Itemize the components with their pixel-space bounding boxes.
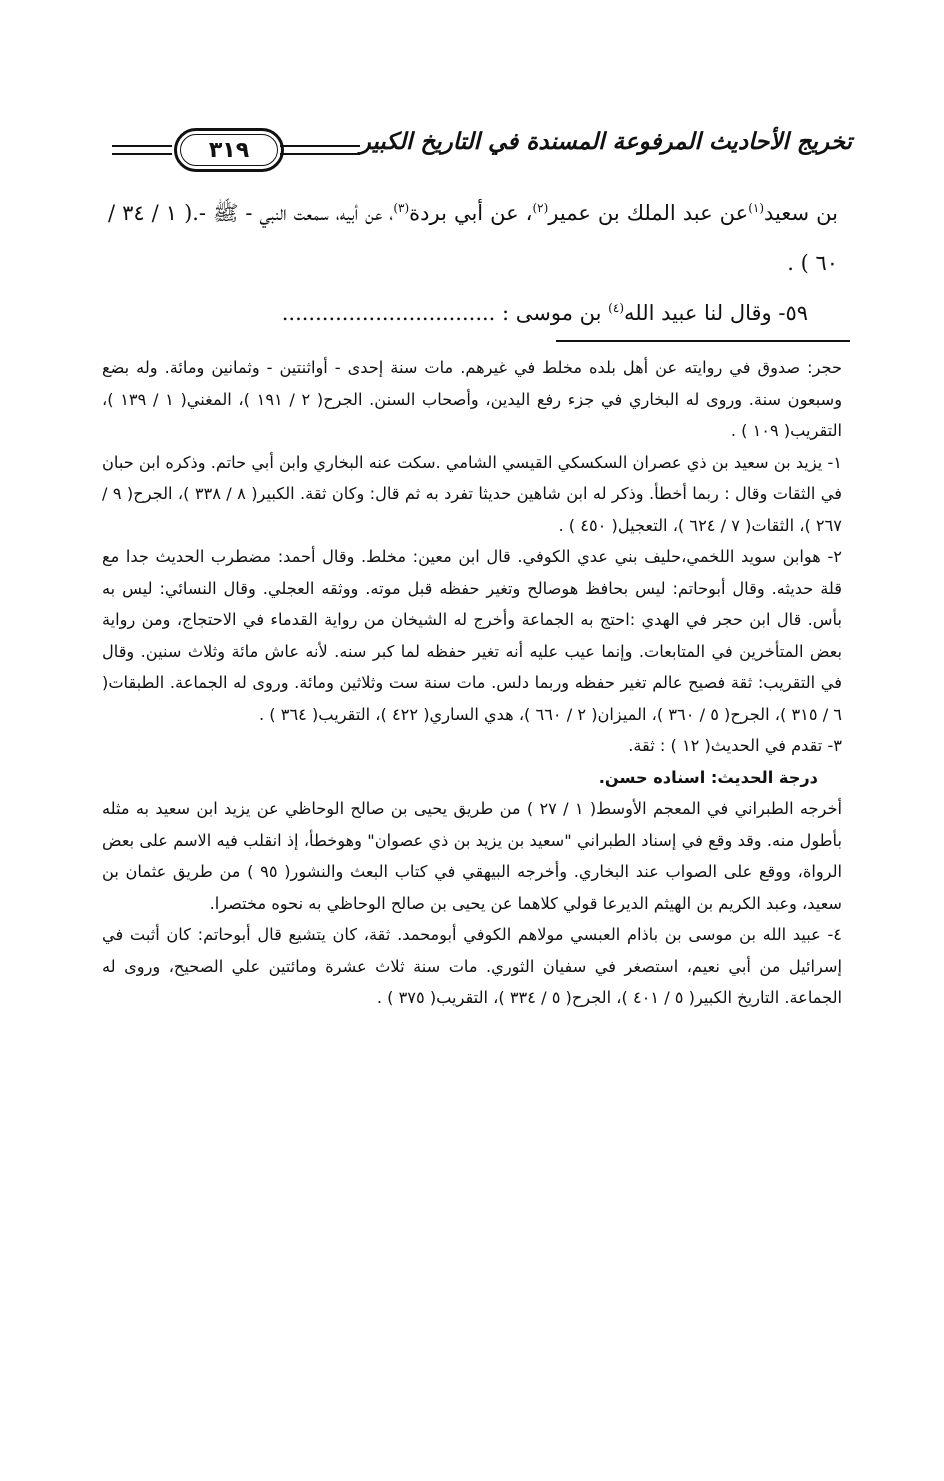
footnote-ref-2: (٢) (532, 201, 549, 215)
header-rule-left (112, 145, 172, 155)
hadith-chain (108, 188, 838, 288)
footnote-separator (556, 340, 850, 342)
header-rule-right (280, 145, 360, 155)
main-text (108, 188, 838, 338)
chain-part-3: ، عن أبي بردة (409, 201, 533, 225)
footnotes (102, 352, 842, 1014)
hadith-59-end: بن موسى : (502, 301, 609, 325)
footnote-ref-1: (١) (748, 201, 765, 215)
running-title: تخريج الأحاديث المرفوعة المسندة في التاريخ الكبير (359, 128, 852, 155)
footnote-continuation: حجر: صدوق في روايته عن أهل بلده مخلط في غيرهم. مات سنة إحدى - أواثنتين - وثمانين ومائة. وله بضع وسبعون سنة. وروى له البخاري في جزء رفع اليدين، وأصحاب السنن. الجرح( ٢ / ١٩١ )، المغني( ١ / ١٣٩ )، التقريب( ١٠٩ ) . (102, 358, 843, 440)
takhrij-paragraph: أخرجه الطبراني في المعجم الأوسط( ١ / ٢٧ ) من طريق يحيى بن صالح الوحاظي عن يزيد ابن سعيد به مثله بأطول منه. وقد وقع في إسناد الطبراني "سعيد بن يزيد بن ذي عصوان" وهوخطأ، إذ انقلب فيه الاسم على بعض الرواة، ووقع على الصواب عند البخاري. وأخرجه البيهقي في كتاب البعث والنشور( ٩٥ ) من طريق عثمان بن سعيد، وعبد الكريم بن الهيثم الديرعا قولي كلاهما عن يحيى بن صالح الوحاظي به نحوه مختصرا. (102, 799, 842, 913)
footnote-1: ١- يزيد بن سعيد بن ذي عصران السكسكي القيسي الشامي .سكت عنه البخاري وابن أبي حاتم. وذكره ابن حبان في الثقات وقال : ربما أخطأ. وذكر له ابن شاهين حديثا تفرد به ثم قال: وكان ثقة. الكبير( ٨ / ٣٣٨ )، الجرح( ٩ / ٢٦٧ )، الثقات( ٧ / ٦٢٤ )، التعجيل( ٤٥٠ ) . (102, 452, 842, 535)
hadith-59 (108, 288, 838, 338)
footnote-ref-3: (٣) (393, 201, 410, 215)
page-number: ٣١٩ (208, 137, 250, 163)
page-number-frame (174, 128, 284, 172)
footnote-2: ٢- هوابن سويد اللخمي،حليف بني عدي الكوفي. قال ابن معين: مخلط. وقال أحمد: مضطرب الحديث جدا مع قلة حديثه. وقال أبوحاتم: ليس بحافظ هوصالح وتغير حفظه قبل موته. ووثقه العجلي. وقال النسائي: ليس به بأس. قال ابن حجر في الهدي :احتج به الجماعة وأخرج له الشيخان من رواية القدماء في الاحتجاج، ومن رواية بعض المتأخرين في المتابعات. وإنما عيب عليه أنه تغير حفظه لما كبر سنه. لأنه عاش مائة وثلاث سنين. وقال في التقريب: ثقة فصيح عالم تغير حفظه وربما دلس. مات سنة ست وثلاثين ومائة. وروى له الجماعة. الطبقات( ٦ / ٣١٥ )، الجرح( ٥ / ٣٦٠ )، الميزان( ٢ / ٦٦٠ )، هدي الساري( ٤٢٢ )، التقريب( ٣٦٤ ) . (102, 547, 842, 724)
hadith-grade: درجة الحديث: اسناده حسن. (598, 767, 818, 787)
footnote-3: ٣- تقدم في الحديث( ١٢ ) : ثقة. (628, 736, 842, 755)
omission-dots: ................................ (281, 301, 496, 325)
chain-part-1: بن سعيد (764, 201, 838, 225)
chain-part-4: ، عن أبيه، سمعت النبي - ﷺ -.( ١ / ٣٤ / ٦٠ ) . (108, 201, 838, 275)
page-header (112, 118, 852, 174)
footnote-4: ٤- عبيد الله بن موسى بن باذام العبسي مولاهم الكوفي أبومحمد. ثقة، كان يتشيع قال أبوحاتم: كان أثبت في إسرائيل من أبي نعيم، استصغر في سفيان الثوري. مات سنة ثلاث عشرة ومائتين علي الصحيح، وروى له الجماعة. التاريخ الكبير( ٥ / ٤٠١ )، الجرح( ٥ / ٣٣٤ )، التقريب( ٣٧٥ ) . (102, 925, 842, 1007)
footnote-ref-4: (٤) (608, 301, 624, 315)
chain-part-2: عن عبد الملك بن عمير (548, 201, 749, 225)
hadith-59-start: ٥٩- وقال لنا عبيد الله (624, 301, 808, 325)
